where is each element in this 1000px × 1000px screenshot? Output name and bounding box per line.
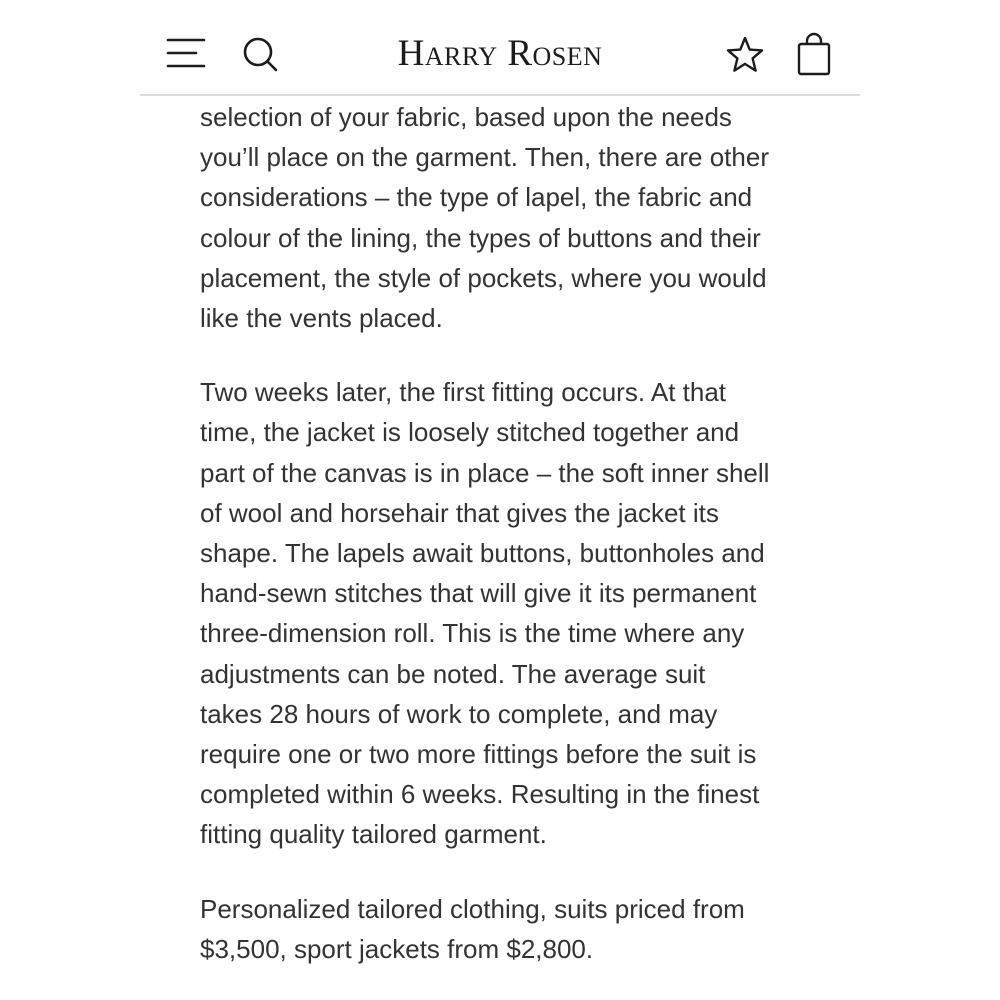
article-paragraph: Personalized tailored clothing, suits priced from $3,500, sport jackets from $2,800. (200, 893, 745, 964)
article-body (200, 96, 820, 969)
article-paragraph: Two weeks later, the first fitting occurs. At that time, the jacket is loosely stitched together and part of the canvas is in place – the soft inner shell of wool and horsehair that gives the jacket its shape. The lapels await buttons, buttonholes and hand-sewn stitches that will give it its permanent three-dimension roll. This is the time where any adjustments can be noted. The average suit takes 28 hours of work to complete, and may require one or two more fittings before the suit is completed within 6 weeks. Resulting in the finest fitting quality tailored garment. (200, 377, 770, 850)
shopping-bag-icon[interactable] (794, 32, 834, 78)
article-paragraph: selection of your fabric, based upon the needs you’ll place on the garment. Then, there are other considerations – the type of lapel, the fabric and colour of the lining, the types of buttons and their placement, the style of pockets, where you would like the vents placed. (200, 102, 769, 334)
site-header (140, 0, 860, 96)
star-icon[interactable] (724, 34, 766, 76)
brand-logo[interactable]: Harry Rosen (397, 33, 603, 74)
